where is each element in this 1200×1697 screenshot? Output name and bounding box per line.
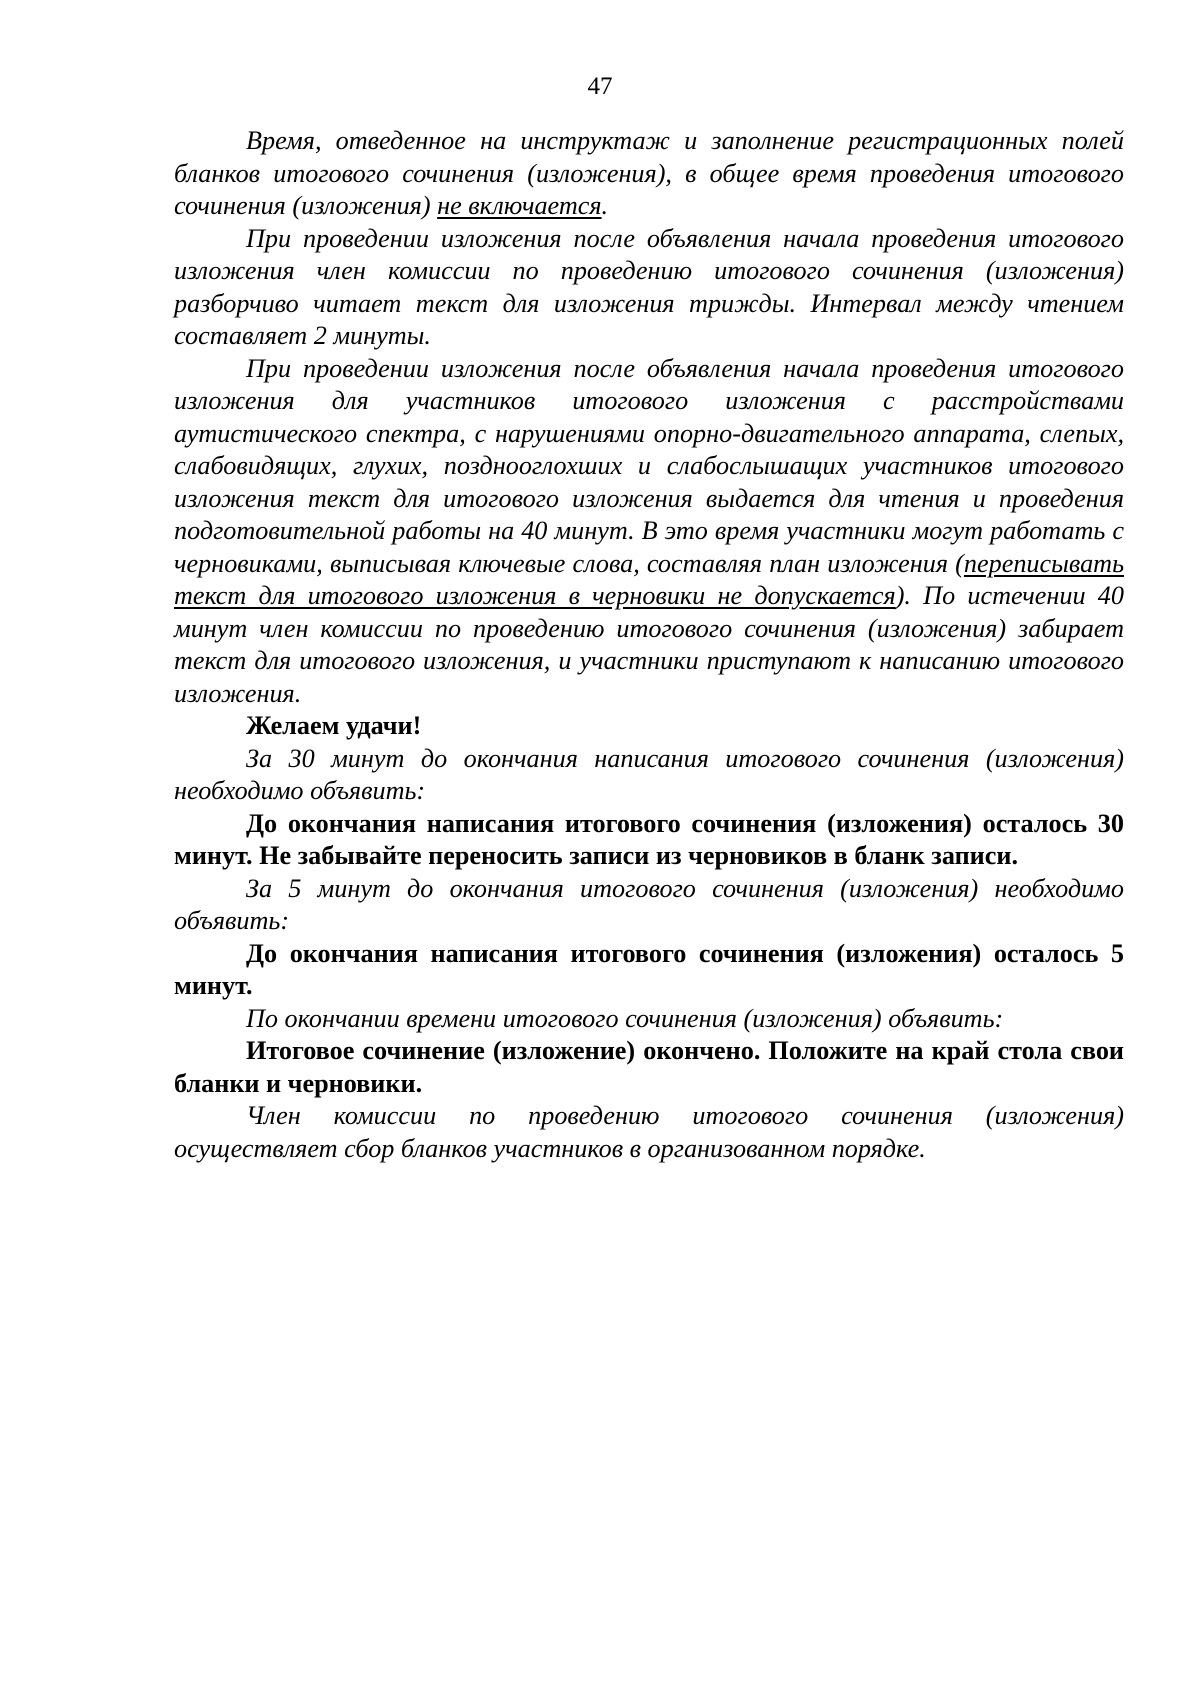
- paragraph-text: По окончании времени итогового сочинения (изложения) объявить:: [246, 1003, 1004, 1033]
- paragraph-text: До окончания написания итогового сочинения (изложения) осталось 30 минут. Не забывайте переносить записи из черновиков в бланк записи.: [174, 808, 1124, 870]
- announcement-30-min: [174, 808, 1124, 873]
- paragraph-tail: .: [601, 191, 609, 220]
- paragraph-text: За 5 минут до окончания итогового сочинения (изложения) необходимо объявить:: [174, 873, 1124, 935]
- underlined-text: переписывать текст для итогового изложения в черновики не допускается: [174, 548, 1124, 610]
- announcement-5-min: [174, 938, 1124, 1003]
- page-number: 47: [587, 73, 613, 100]
- paragraph-collection: [174, 1100, 1124, 1165]
- paragraph-text: Желаем удачи!: [246, 711, 422, 740]
- paragraph-text: За 30 минут до окончания написания итогового сочинения (изложения) необходимо объявить:: [174, 743, 1124, 805]
- paragraph-text: При проведении изложения после объявления начала проведения итогового изложения член комиссии по проведению итогового сочинения (изложения) разборчиво читает текст для изложения трижды. Интервал между чтением составляет 2 минуты.: [174, 223, 1124, 350]
- paragraph-text: Итоговое сочинение (изложение) окончено. Положите на край стола свои бланки и черновики.: [174, 1036, 1124, 1098]
- paragraph-5-min-instruction: [174, 873, 1124, 938]
- paragraph-end-instruction: [174, 1003, 1124, 1036]
- paragraph-special-participants: [174, 353, 1124, 711]
- paragraph-text: Член комиссии по проведению итогового сочинения (изложения) осуществляет сбор бланков участников в организованном порядке.: [174, 1101, 1124, 1163]
- underlined-text: не включается: [437, 191, 602, 220]
- paragraph-text: При проведении изложения после объявления начала проведения итогового изложения для участников итогового изложения с расстройствами аутистического спектра, с нарушениями опорно-двигательного аппарата, слепых, слабовидящих, глухих, позднооглохших и слабослышащих участников итогового изложения текст для итогового изложения выдается для чтения и проведения подготовительной работы на 40 минут. В это время участники могут работать с черновиками, выписывая ключевые слова, составляя план изложения (: [174, 353, 1124, 578]
- paragraph-reading-procedure: [174, 223, 1124, 353]
- announcement-end: [174, 1035, 1124, 1100]
- page-body: [174, 125, 1124, 1165]
- paragraph-tail: ). По истечении 40 минут член комиссии по проведению итогового сочинения (изложения) забирает текст для итогового изложения, и участники приступают к написанию итогового изложения.: [174, 581, 1124, 708]
- good-luck-heading: [174, 710, 1124, 743]
- paragraph-instruction-time: [174, 125, 1124, 223]
- paragraph-text: До окончания написания итогового сочинения (изложения) осталось 5 минут.: [174, 938, 1124, 1000]
- paragraph-text: Время, отведенное на инструктаж и заполнение регистрационных полей бланков итогового сочинения (изложения), в общее время проведения итогового сочинения (изложения): [174, 126, 1124, 220]
- paragraph-30-min-instruction: [174, 743, 1124, 808]
